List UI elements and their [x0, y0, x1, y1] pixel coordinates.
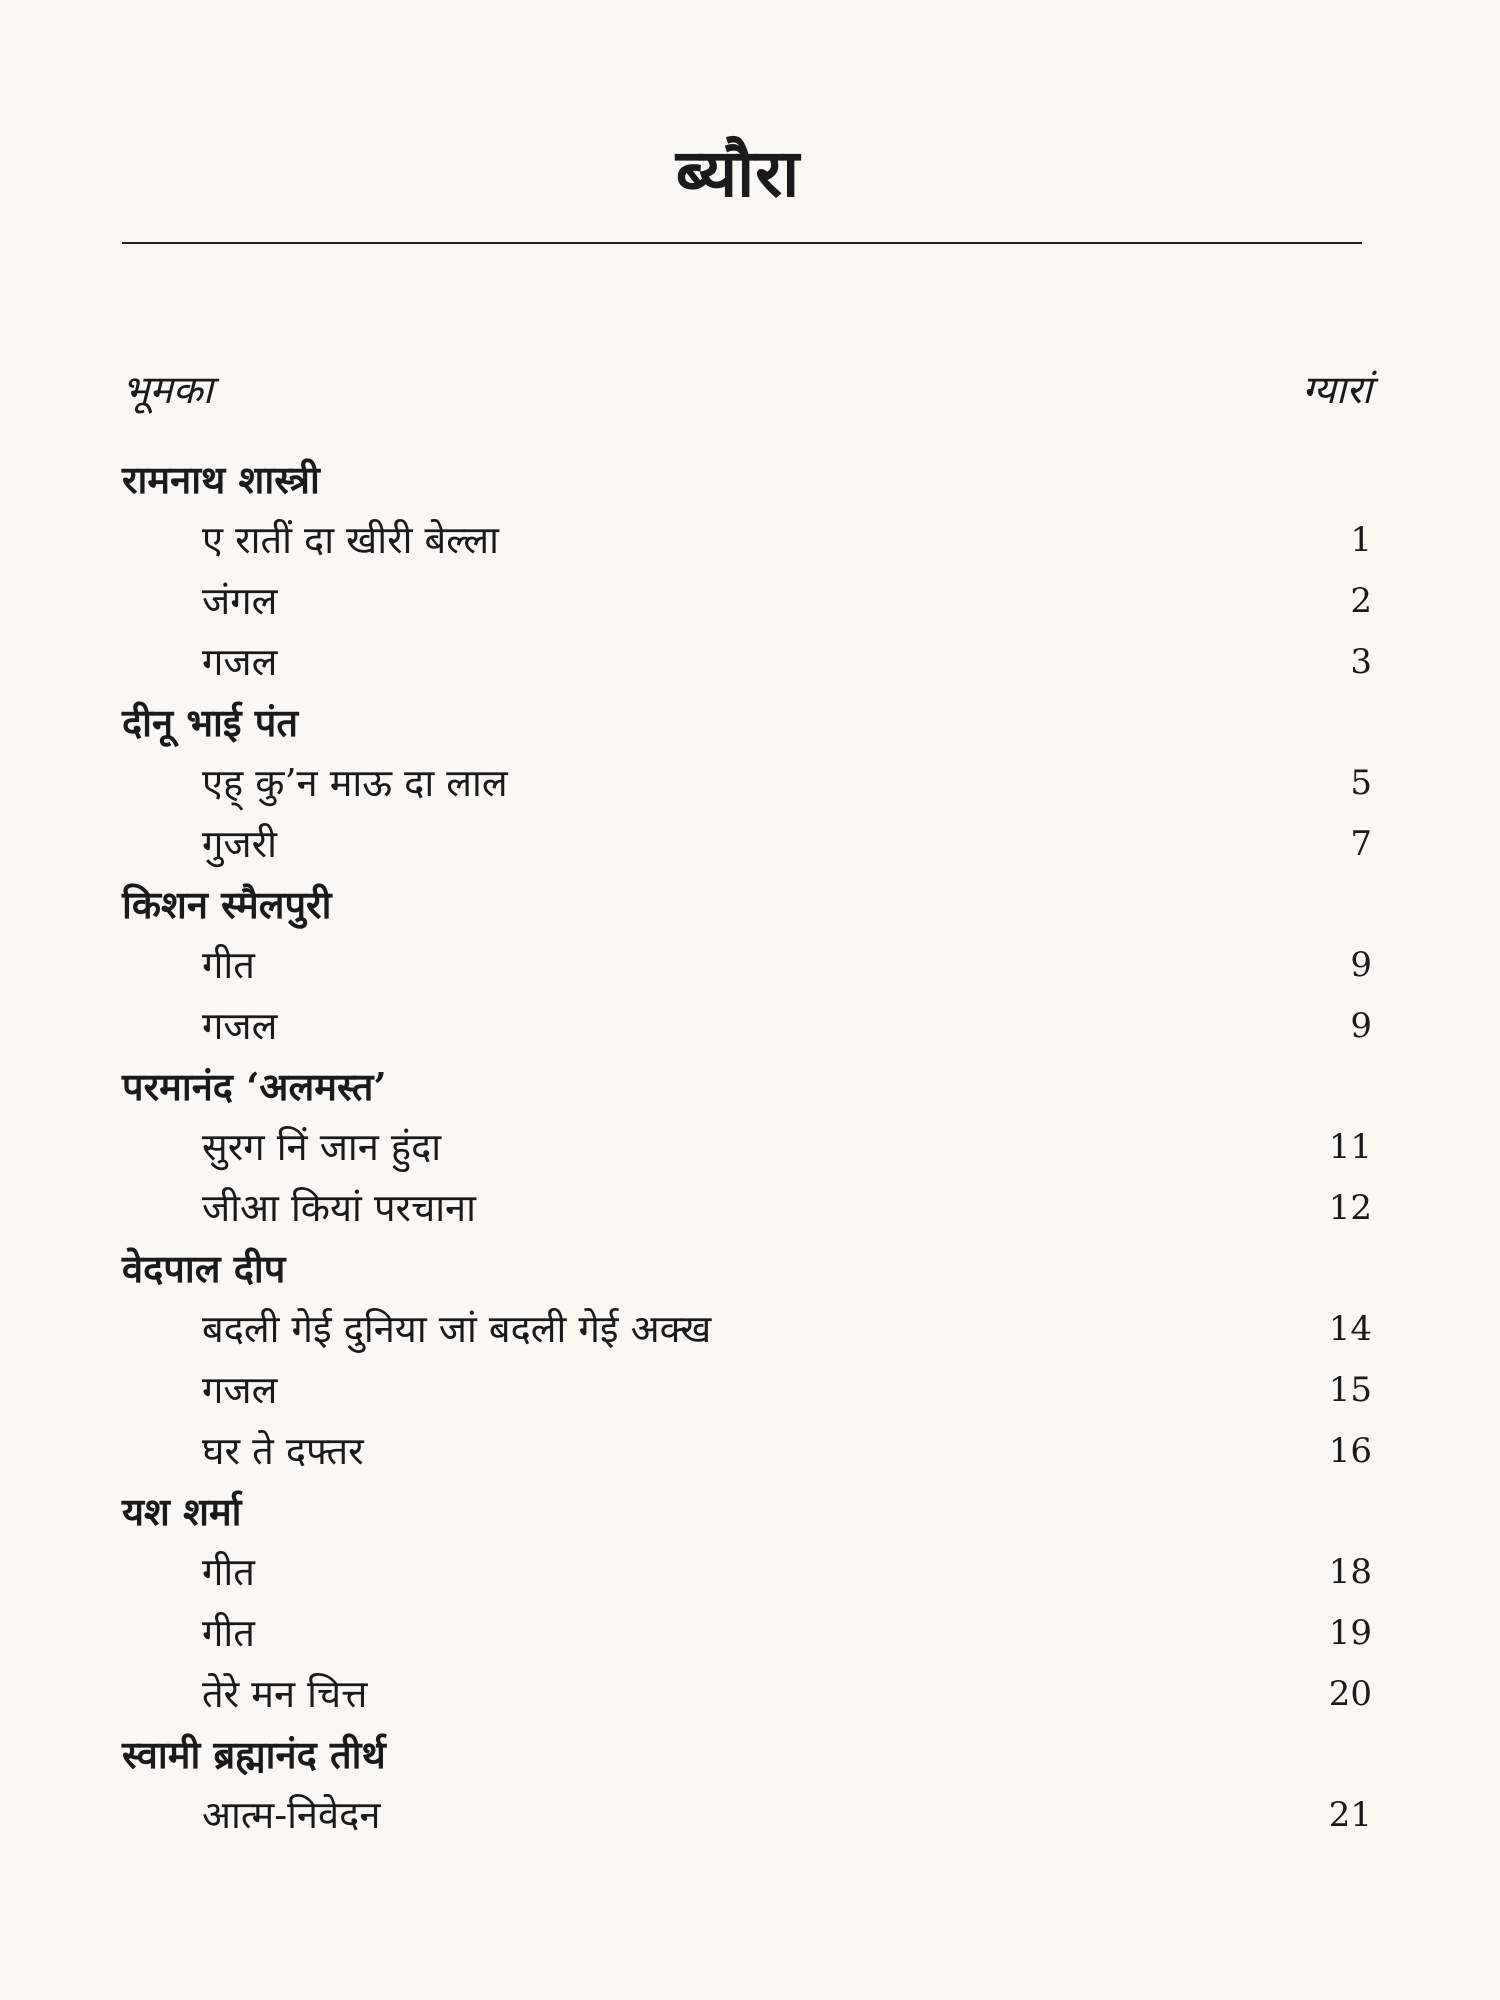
toc-entry: [122, 753, 1372, 814]
table-of-contents: [122, 450, 1372, 1846]
entry-title: घर ते दफ्तर: [202, 1429, 364, 1473]
entry-title: एह् कु’न माऊ दा लाल: [202, 761, 508, 805]
entry-title: गीत: [202, 1611, 255, 1655]
entry-title: आत्म-निवेदन: [202, 1793, 381, 1837]
entry-title: गजल: [202, 1004, 278, 1048]
entry-page-number: 9: [1350, 1006, 1372, 1046]
entry-page-number: 16: [1328, 1431, 1372, 1471]
entry-page-number: 9: [1350, 945, 1372, 985]
entry-page-number: 18: [1328, 1552, 1372, 1592]
toc-entry: [122, 1360, 1372, 1421]
entry-title: जंगल: [202, 579, 278, 623]
toc-entry: [122, 996, 1372, 1057]
intro-entry: [122, 362, 1372, 422]
section-author: वेदपाल दीप: [122, 1246, 286, 1291]
entry-title: तेरे मन चित्त: [202, 1672, 368, 1716]
entry-title: गजल: [202, 1368, 278, 1412]
section-author: परमानंद ‘अलमस्त’: [122, 1064, 387, 1109]
entry-page-number: 2: [1350, 581, 1372, 621]
intro-label: भूमका: [122, 368, 213, 413]
toc-entry: [122, 814, 1372, 875]
entry-title: बदली गेई दुनिया जां बदली गेई अक्ख: [202, 1307, 712, 1351]
entry-page-number: 1: [1350, 520, 1372, 560]
entry-title: गजल: [202, 640, 278, 684]
entry-title: सुरग निं जान हुंदा: [202, 1125, 442, 1169]
toc-entry: [122, 935, 1372, 996]
section-author: दीनू भाई पंत: [122, 700, 299, 745]
page-heading: [0, 134, 1500, 212]
section-author: किशन स्मैलपुरी: [122, 882, 332, 927]
entry-page-number: 15: [1328, 1370, 1372, 1410]
toc-entry: [122, 571, 1372, 632]
toc-entry: [122, 1542, 1372, 1603]
toc-entry: [122, 1299, 1372, 1360]
entry-page-number: 21: [1328, 1795, 1372, 1835]
entry-page-number: 14: [1328, 1309, 1372, 1349]
toc-entry: [122, 510, 1372, 571]
entry-title: गीत: [202, 1550, 255, 1594]
toc-entry: [122, 632, 1372, 693]
entry-page-number: 5: [1350, 763, 1372, 803]
entry-page-number: 7: [1350, 824, 1372, 864]
toc-entry: [122, 1664, 1372, 1725]
entry-page-number: 3: [1350, 642, 1372, 682]
heading-rule: [122, 242, 1362, 244]
toc-entry: [122, 1178, 1372, 1239]
entry-title: गीत: [202, 943, 255, 987]
entry-page-number: 20: [1328, 1674, 1372, 1714]
entry-title: जीआ कियां परचाना: [202, 1186, 476, 1230]
entry-page-number: 19: [1328, 1613, 1372, 1653]
entry-title: ए रातीं दा खीरी बेल्ला: [202, 518, 499, 562]
section-author: यश शर्मा: [122, 1489, 242, 1534]
toc-entry: [122, 1603, 1372, 1664]
section-author: रामनाथ शास्त्री: [122, 457, 320, 502]
entry-page-number: 11: [1328, 1127, 1372, 1167]
toc-entry: [122, 1117, 1372, 1178]
toc-entry: [122, 1421, 1372, 1482]
heading-text: ब्यौरा: [675, 134, 801, 212]
intro-page: ग्यारां: [1302, 368, 1372, 413]
section-author: स्वामी ब्रह्मानंद तीर्थ: [122, 1732, 386, 1777]
entry-page-number: 12: [1328, 1188, 1372, 1228]
entry-title: गुजरी: [202, 822, 277, 866]
toc-entry: [122, 1785, 1372, 1846]
